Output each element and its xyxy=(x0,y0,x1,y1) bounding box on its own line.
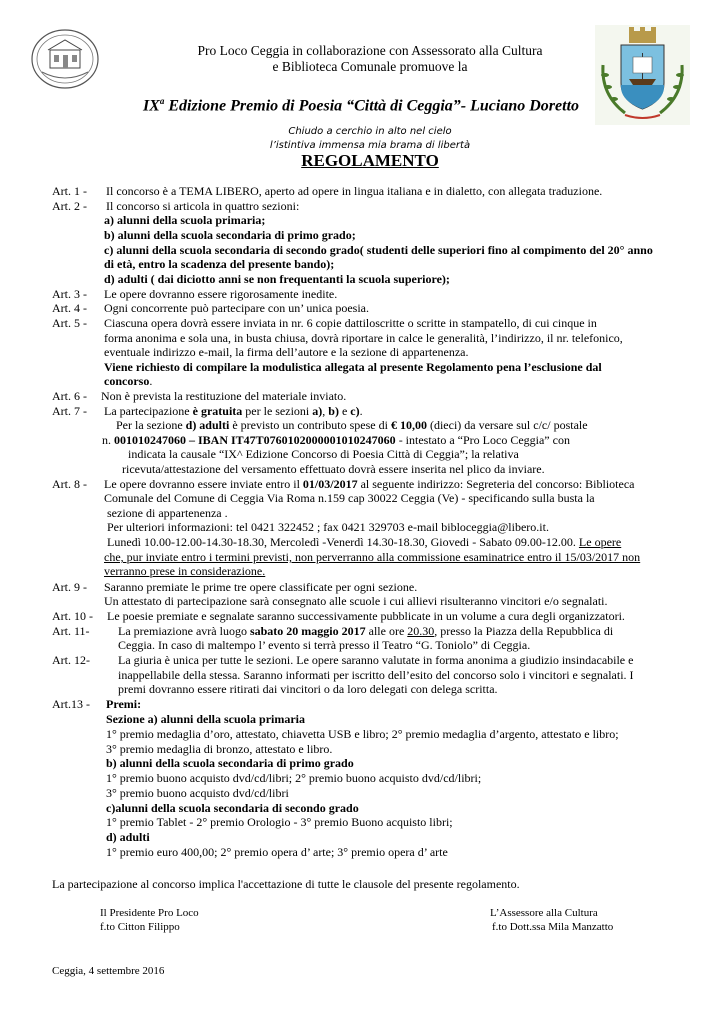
art-13-title: Premi: xyxy=(106,697,142,711)
art-7-line-2: Per la sezione d) adulti è previsto un contributo spese di € 10,00 (dieci) da versare sul c/c/ postale xyxy=(116,418,588,432)
art-8-label: Art. 8 - xyxy=(52,477,87,491)
art-13-label: Art.13 - xyxy=(52,697,90,711)
section-b: b) alunni della scuola secondaria di primo grado; xyxy=(104,228,356,242)
art-8-line-4: Per ulteriori informazioni: tel 0421 322452 ; fax 0421 329703 e-mail bibloceggia@libero.it. xyxy=(107,520,549,534)
art-7-line-1: La partecipazione è gratuita per le sezioni a), b) e c). xyxy=(104,404,363,418)
art-5-line-5: concorso. xyxy=(104,374,153,388)
art-4-label: Art. 4 - xyxy=(52,301,87,315)
art-6-label: Art. 6 - xyxy=(52,389,87,403)
closing-statement: La partecipazione al concorso implica l'accettazione di tutte le clausole del presente regolamento. xyxy=(52,877,520,891)
art-11-line-2: Ceggia. In caso di maltempo l’ evento si terrà presso il Teatro “G. Toniolo” di Ceggia. xyxy=(118,638,531,652)
prize-section-a-line-1: 1° premio medaglia d’oro, attestato, chiavetta USB e libro; 2° premio medaglia d’argento, attestato e libro; xyxy=(106,727,619,741)
art-12-label: Art. 12- xyxy=(52,653,90,667)
prize-section-c: c)alunni della scuola secondaria di secondo grado xyxy=(106,801,359,815)
art-9-line-2: Un attestato di partecipazione sarà consegnato alle scuole i cui allievi risulteranno vincitori e/o segnalati. xyxy=(104,594,608,608)
art-7-line-4: indicata la causale “IX^ Edizione Concorso di Poesia Città di Ceggia”; la relativa xyxy=(128,447,519,461)
section-d: d) adulti ( dai diciotto anni se non frequentanti la scuola superiore); xyxy=(104,272,450,286)
signature-left-role: Il Presidente Pro Loco xyxy=(100,907,199,919)
prize-section-c-line-1: 1° premio Tablet - 2° premio Orologio - 3° premio Buono acquisto libri; xyxy=(106,815,453,829)
art-7-line-3: n. 001010247060 – IBAN IT47T0760102000001010247060 - intestato a “Pro Loco Ceggia” con xyxy=(102,433,570,447)
art-4-text: Ogni concorrente può partecipare con un’ unica poesia. xyxy=(104,301,369,315)
art-5-line-2: forma anonima e sola una, in busta chiusa, dovrà riportare in calce le generalità, l’indirizzo, il nr. telefonico, xyxy=(104,331,623,345)
art-12-line-1: La giuria è unica per tutte le sezioni. Le opere saranno valutate in forma anonima a giudizio insindacabile e xyxy=(118,653,634,667)
art-12-line-3: premi dovranno essere ritirati dai vincitori o da loro delegati con delega scritta. xyxy=(118,682,498,696)
art-3-text: Le opere dovranno essere rigorosamente inedite. xyxy=(104,287,338,301)
art-8-line-7: verranno prese in considerazione. xyxy=(104,564,266,578)
section-c-line-2: di età, entro la scadenza del presente bando); xyxy=(104,257,335,271)
art-9-line-1: Saranno premiate le prime tre opere classificate per ogni sezione. xyxy=(104,580,418,594)
art-3-label: Art. 3 - xyxy=(52,287,87,301)
art-5-label: Art. 5 - xyxy=(52,316,87,330)
header-line-1: Pro Loco Ceggia in collaborazione con Assessorato alla Cultura xyxy=(197,43,543,58)
art-12-line-2: inappellabile della stessa. Saranno informati per iscritto dell’esito del concorso solo i vincitori e segnalati. I xyxy=(118,668,634,682)
prize-section-a-line-2: 3° premio medaglia di bronzo, attestato e libro. xyxy=(106,742,333,756)
art-7-label: Art. 7 - xyxy=(52,404,87,418)
page-title: $IX^a$ Edizione Premio di Poesia “Città di Ceggia”- Luciano Doretto xyxy=(142,96,580,115)
art-10-text: Le poesie premiate e segnalate saranno successivamente pubblicate in un volume a cura degli organizzatori. xyxy=(107,609,625,623)
signature-right-name: f.to Dott.ssa Mila Manzatto xyxy=(492,921,614,933)
section-a: a) alunni della scuola primaria; xyxy=(104,213,266,227)
prize-section-b-line-1: 1° premio buono acquisto dvd/cd/libri; 2° premio buono acquisto dvd/cd/libri; xyxy=(106,771,482,785)
art-2-label: Art. 2 - xyxy=(52,199,87,213)
art-8-line-5: Lunedì 10.00-12.00-14.30-18.30, Mercoledì -Venerdì 14.30-18.30, Giovedi - Sabato 09.00-12.00. Le opere xyxy=(107,535,622,549)
place-date: Ceggia, 4 settembre 2016 xyxy=(52,965,165,977)
prize-section-d: d) adulti xyxy=(106,830,150,844)
motto-line-2: l’istintiva immensa mia brama di libertà xyxy=(269,140,471,151)
prize-section-b: b) alunni della scuola secondaria di primo grado xyxy=(106,756,354,770)
art-5-line-3: eventuale indirizzo e-mail, la firma dell’autore e la sezione di appartenenza. xyxy=(104,345,469,359)
art-1-text: Il concorso è a TEMA LIBERO, aperto ad opere in lingua italiana e in dialetto, con allegata traduzione. xyxy=(106,184,603,198)
art-8-line-3: sezione di appartenenza . xyxy=(107,506,228,520)
prize-section-d-line-1: 1° premio euro 400,00; 2° premio opera d’ arte; 3° premio opera d’ arte xyxy=(106,845,448,859)
prize-section-a: Sezione a) alunni della scuola primaria xyxy=(106,712,306,726)
art-5-line-1: Ciascuna opera dovrà essere inviata in nr. 6 copie dattiloscritte o scritte in stampatello, di cui cinque in xyxy=(104,316,597,330)
header-line-2: e Biblioteca Comunale promuove la xyxy=(272,59,468,74)
motto-line-1: Chiudo a cerchio in alto nel cielo xyxy=(288,126,452,137)
art-9-label: Art. 9 - xyxy=(52,580,87,594)
art-6-text: Non è prevista la restituzione del materiale inviato. xyxy=(101,389,347,403)
signature-left-name: f.to Citton Filippo xyxy=(100,921,180,933)
section-c-line-1: c) alunni della scuola secondaria di secondo grado( studenti delle superiori fino al compimento del 20° anno xyxy=(104,243,653,257)
art-7-line-5: ricevuta/attestazione del versamento effettuato dovrà essere inserita nel plico da inviare. xyxy=(122,462,545,476)
prize-section-b-line-2: 3° premio buono acquisto dvd/cd/libri xyxy=(106,786,289,800)
art-8-line-6: che, pur inviate entro i termini previsti, non perverranno alla commissione esaminatrice entro il 15/03/2017 non xyxy=(104,550,641,564)
art-10-label: Art. 10 - xyxy=(52,609,93,623)
regolamento-heading: REGOLAMENTO xyxy=(301,151,439,170)
art-8-line-2: Comunale del Comune di Ceggia Via Roma n.159 cap 30022 Ceggia (Ve) - specificando sulla busta la xyxy=(104,491,595,505)
art-8-line-1: Le opere dovranno essere inviate entro il 01/03/2017 al seguente indirizzo: Segreteria del concorso: Biblioteca xyxy=(104,477,635,491)
art-11-line-1: La premiazione avrà luogo sabato 20 maggio 2017 alle ore 20.30, presso la Piazza della Repubblica di xyxy=(118,624,614,638)
signature-right-role: L’Assessore alla Cultura xyxy=(490,907,598,919)
art-1-label: Art. 1 - xyxy=(52,184,87,198)
art-2-text: Il concorso si articola in quattro sezioni: xyxy=(106,199,300,213)
pro-loco-logo xyxy=(30,28,100,90)
art-11-label: Art. 11- xyxy=(52,624,90,638)
art-5-line-4: Viene richiesto di compilare la modulistica allegata al presente Regolamento pena l’esclusione dal xyxy=(104,360,602,374)
